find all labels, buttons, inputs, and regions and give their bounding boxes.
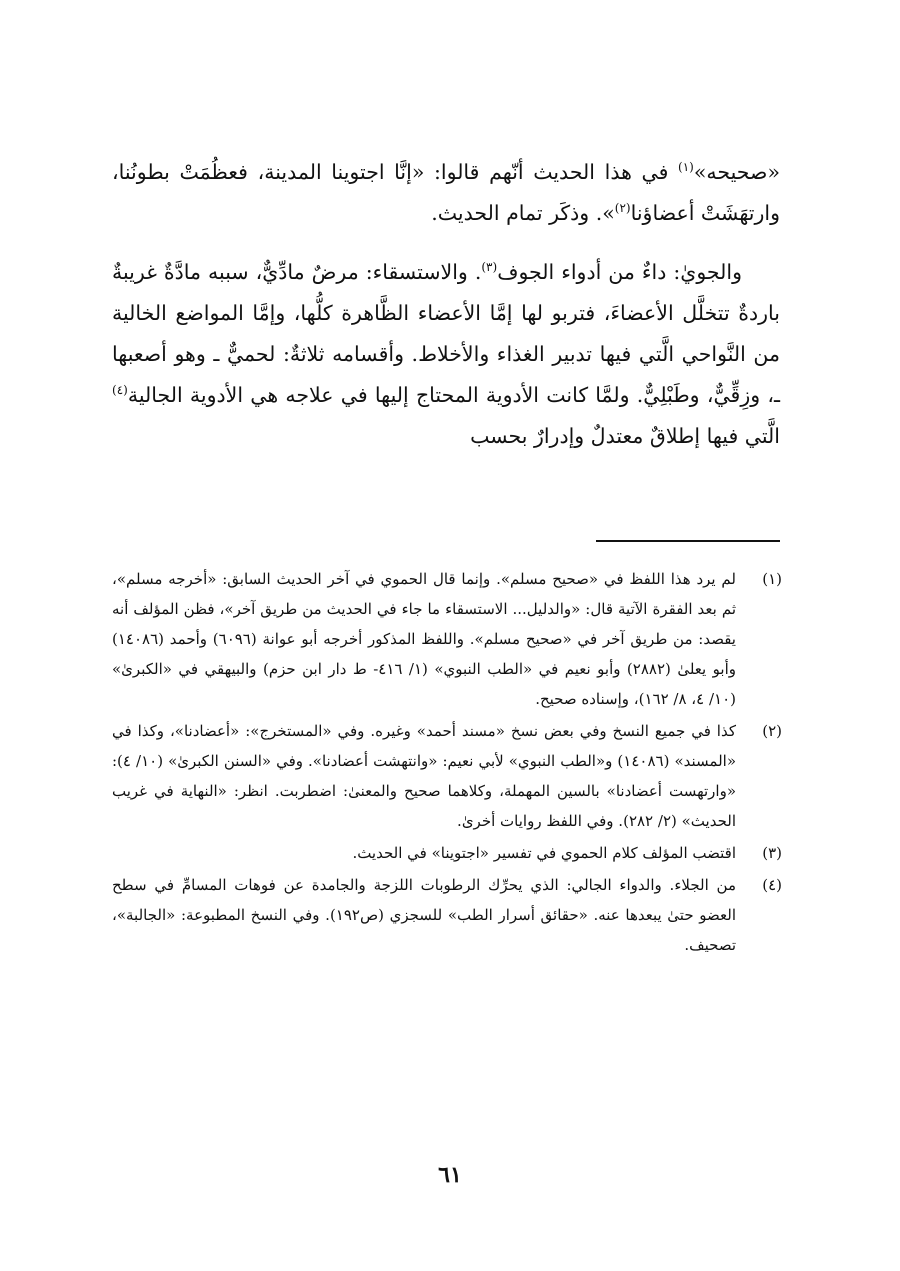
footnote-ref-4: (٤) <box>112 383 128 398</box>
footnote-text: اقتضب المؤلف كلام الحموي في تفسير «اجتوينا» في الحديث. <box>352 844 736 862</box>
footnote-text: لم يرد هذا اللفظ في «صحيح مسلم». وإنما قال الحموي في آخر الحديث السابق: «أخرجه مسلم»، ثم بعد الفقرة الآتية قال: «والدليل... الاستسقاء ما جاء في الحديث من طريق آخر»، فظن المؤلف أنه يقصد: من طريق آخر في «صحيح مسلم». واللفظ المذكور أخرجه أبو عوانة (٦٠٩٦) وأحمد (١٤٠٨٦) وأبو يعلىٰ (٢٨٨٢) وأبو نعيم في «الطب النبوي» (١/ ٤١٦- ط دار ابن حزم) والبيهقي في «الكبرىٰ» (١٠/ ٤، ٨/ ١٦٢)، وإسناده صحيح. <box>112 570 736 708</box>
paragraph-2-part-1: والجويٰ: داءٌ من أدواء الجوف <box>497 260 742 284</box>
footnote-ref-3: (٣) <box>481 260 498 275</box>
footnote-number: (٣) <box>762 844 782 862</box>
footnote-ref-1: (١) <box>678 160 694 175</box>
footnote-3 <box>112 838 782 868</box>
footnote-ref-2: (٢) <box>614 201 631 216</box>
footnote-number: (١) <box>762 570 782 588</box>
footnote-number: (٤) <box>762 876 782 894</box>
footnote-2 <box>112 716 782 836</box>
paragraph-1-part-3: ». وذكَر تمام الحديث. <box>431 201 615 225</box>
footnote-text: كذا في جميع النسخ وفي بعض نسخ «مسند أحمد» وغيره. وفي «المستخرج»: «أعضادنا»، وكذا في «المسند» (١٤٠٨٦) و«الطب النبوي» لأبي نعيم: «وانتهشت أعضادنا». وفي «السنن الكبرىٰ» (١٠/ ٤): «وارتهست أعضادنا» بالسين المهملة، وكلاهما صحيح والمعنىٰ: اضطربت. انظر: «النهاية في غريب الحديث» (٢/ ٢٨٢). وفي اللفظ روايات أخرىٰ. <box>112 722 737 830</box>
footnote-text: من الجلاء. والدواء الجالي: الذي يحرِّك الرطوبات اللزجة والجامدة عن فوهات المسامِّ في سطح العضو حتىٰ يبعدها عنه. «حقائق أسرار الطب» للسجزي (ص١٩٢). وفي النسخ المطبوعة: «الجالبة»، تصحيف. <box>112 876 736 954</box>
footnote-divider <box>596 540 780 542</box>
main-text <box>112 152 780 457</box>
footnotes <box>112 564 782 962</box>
paragraph-2-part-2: . والاستسقاء: مرضٌ مادِّيٌّ، سببه مادَّةٌ غريبةٌ باردةٌ تتخلَّل الأعضاءَ، فتربو لها إمَّا الأعضاء الظَّاهرة كلُّها، وإمَّا المواضع الخالية من النَّواحي الَّتي فيها تدبير الغذاء والأخلاط. وأقسامه ثلاثةٌ: لحميٌّ ـ وهو أصعبها ـ، وزِقِّيٌّ، وطَبْلِيٌّ. ولمَّا كانت الأدوية المحتاج إليها في علاجه هي الأدوية الجالية <box>112 260 780 407</box>
page-number: ٦١ <box>438 1162 462 1188</box>
paragraph-2 <box>112 252 780 457</box>
paragraph-1-part-2: في هذا الحديث أنّهم قالوا: «إنَّا اجتوينا المدينة، فعظُمَتْ بطونُنا، وارتهَشَتْ أعضاؤنا <box>112 160 780 225</box>
footnote-number: (٢) <box>762 722 782 740</box>
paragraph-2-part-3: الَّتي فيها إطلاقٌ معتدلٌ وإدرارٌ بحسب <box>470 424 780 448</box>
paragraph-1-part-1: «صحيحه» <box>693 160 780 184</box>
footnote-4 <box>112 870 782 960</box>
paragraph-1 <box>112 152 780 234</box>
footnote-1 <box>112 564 782 714</box>
